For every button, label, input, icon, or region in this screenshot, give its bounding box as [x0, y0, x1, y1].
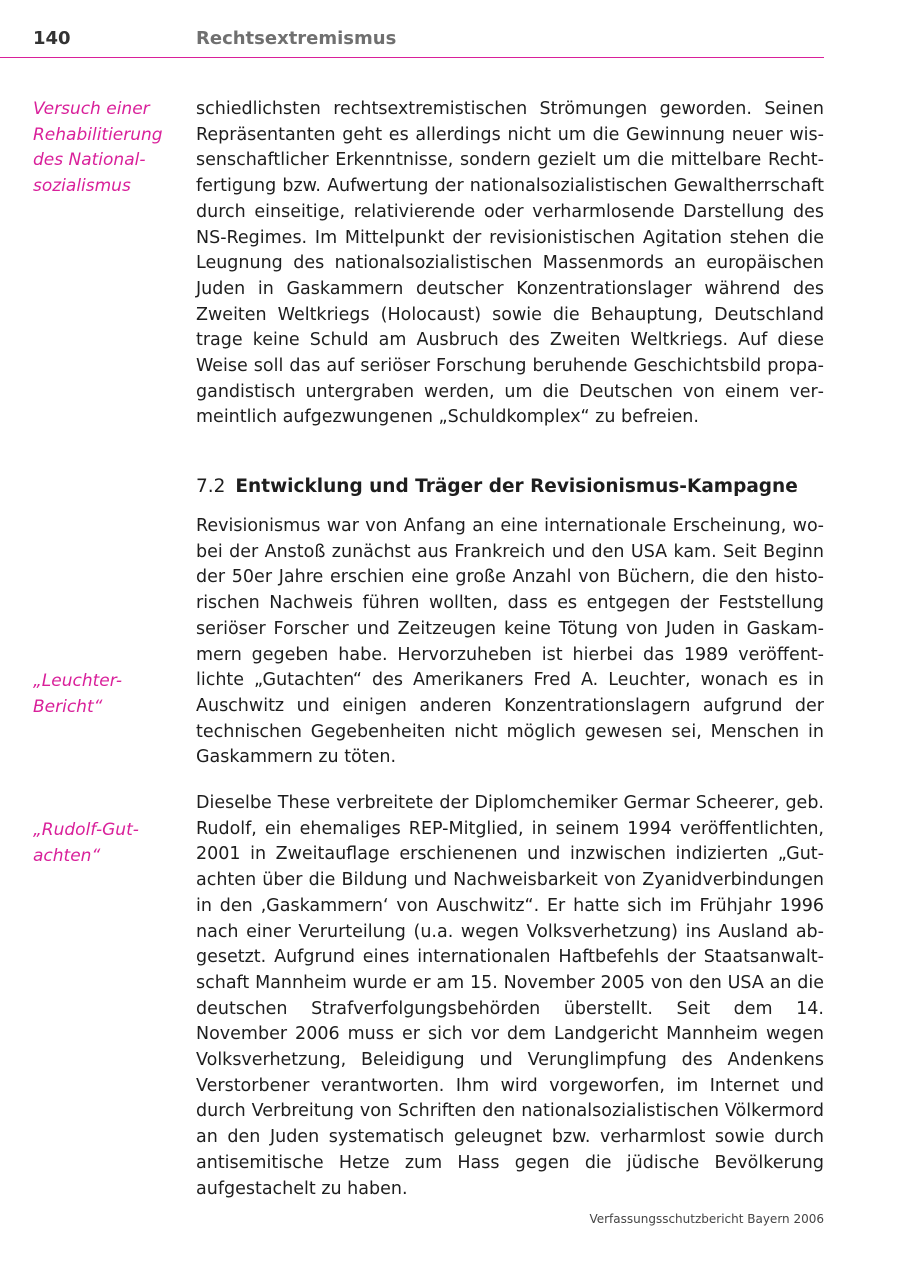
page-number: 140	[33, 28, 71, 49]
margin-note-rehabilitierung: Versuch einer Rehabilitierung des Nationalsozialismus	[33, 99, 163, 197]
margin-note-rudolf: „Rudolf-Gutachten“	[33, 820, 139, 866]
margin-note-leuchter: „Leuchter-Bericht“	[33, 671, 122, 717]
page-header	[0, 0, 824, 58]
section-number: 7.2	[196, 476, 226, 497]
page-footer: Verfassungsschutzbericht Bayern 2006	[589, 1212, 824, 1226]
paragraph-revisionismus-international: Revisionismus war von Anfang an eine internationale Erscheinung, wobei der Anstoß zunächst aus Frankreich und den USA kam. Seit Beginn der 50er Jahre erschien eine große Anzahl von Büchern, die den historischen Nachweis führen wollten, dass es entgegen der Feststellung seriöser Forscher und Zeitzeugen keine Tötung von Juden in Gaskammern gegeben habe. Hervorzuheben ist hierbei das 1989 veröffentlichte „Gutachten“ des Amerikaners Fred A. Leuchter, wonach es in Auschwitz und einigen anderen Konzentrationslagern aufgrund der technischen Gegebenheiten nicht möglich gewesen sei, Menschen in Gaskammern zu töten.	[196, 516, 824, 768]
section-title: Entwicklung und Träger der Revisionismus-Kampagne	[235, 476, 798, 497]
section-heading	[196, 476, 824, 497]
running-title: Rechtsextremismus	[196, 28, 397, 49]
paragraph-rudolf: Dieselbe These verbreitete der Diplomchemiker Germar Scheerer, geb. Rudolf, ein ehemaliges REP-Mitglied, in seinem 1994 veröffentlichten, 2001 in Zweitauflage erschienenen und inzwischen indizierten „Gutachten über die Bildung und Nachweisbarkeit von Zyanidverbindungen in den ‚Gaskammern‘ von Auschwitz“. Er hatte sich im Frühjahr 1996 nach einer Verurteilung (u.a. wegen Volksverhetzung) ins Ausland abgesetzt. Aufgrund eines internationalen Haftbefehls der Staatsanwaltschaft Mannheim wurde er am 15. November 2005 von den USA an die deutschen Strafverfolgungsbehörden überstellt. Seit dem 14. November 2006 muss er sich vor dem Landgericht Mannheim wegen Volksverhetzung, Beleidigung und Verunglimpfung des Andenkens Verstorbener verantworten. Ihm wird vorgeworfen, im Internet und durch Verbreitung von Schriften den nationalsozialistischen Völkermord an den Juden systematisch geleugnet bzw. verharmlost sowie durch antisemitische Hetze zum Hass gegen die jüdische Bevölkerung aufgestachelt zu haben.	[196, 793, 824, 1199]
paragraph-revisionismus-intro: schiedlichsten rechtsextremistischen Strömungen geworden. Seinen Repräsentanten geht es allerdings nicht um die Gewinnung neuer wissenschaftlicher Erkenntnisse, sondern gezielt um die mittelbare Rechtfertigung bzw. Aufwertung der nationalsozialistischen Gewaltherrschaft durch einseitige, relativierende oder verharmlosende Darstellung des NS-Regimes. Im Mittelpunkt der revisionistischen Agitation stehen die Leugnung des nationalsozialistischen Massenmords an europäischen Juden in Gaskammern deutscher Konzentrationslager während des Zweiten Weltkriegs (Holocaust) sowie die Behauptung, Deutschland trage keine Schuld am Ausbruch des Zweiten Weltkriegs. Auf diese Weise soll das auf seriöser Forschung beruhende Geschichtsbild propagandistisch untergraben werden, um die Deutschen von einem vermeintlich aufgezwungenen „Schuldkomplex“ zu befreien.	[196, 99, 824, 428]
